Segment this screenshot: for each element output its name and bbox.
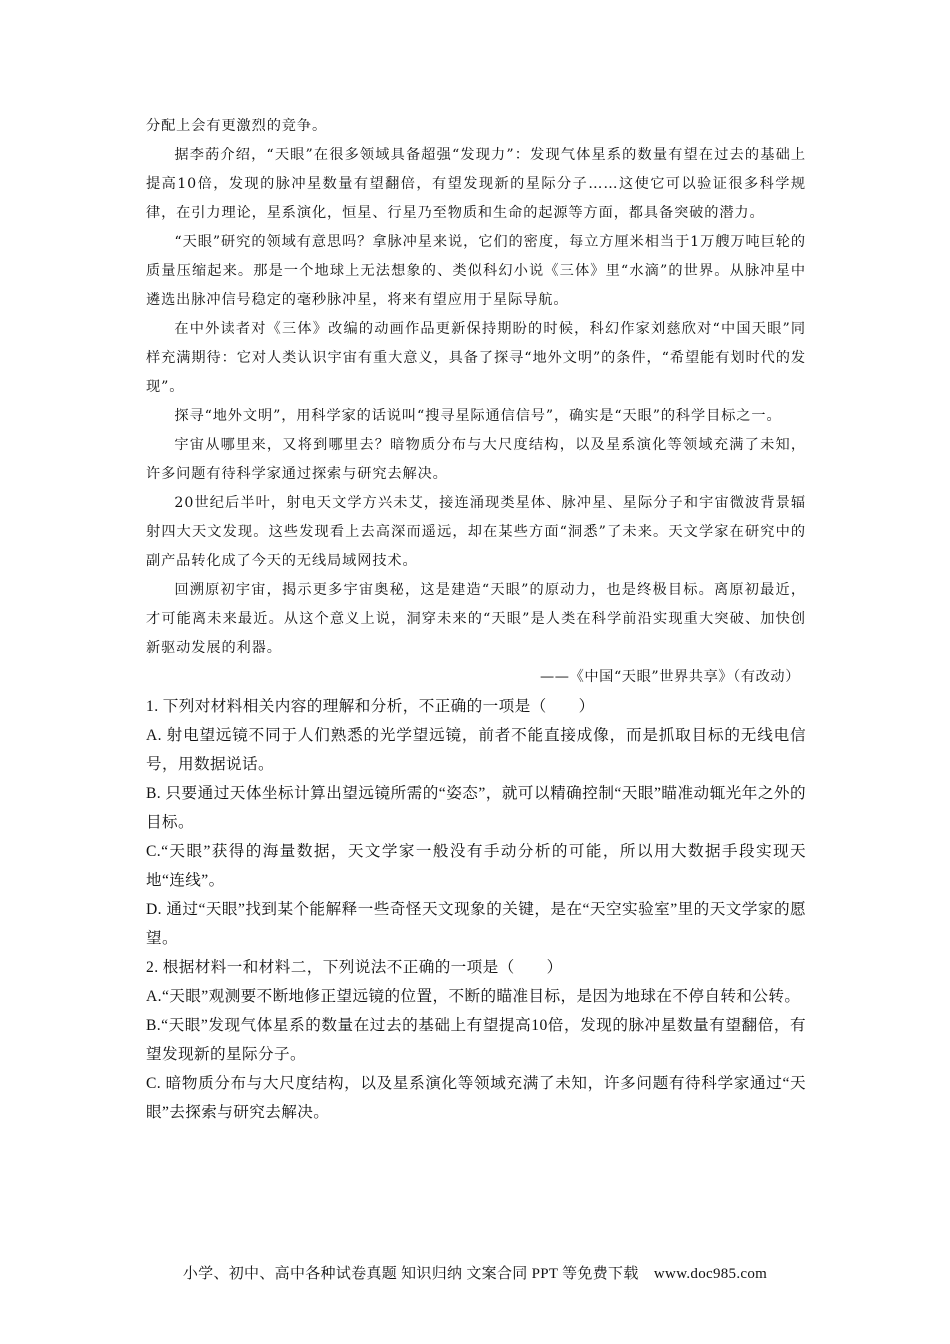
question-1-option-b: B. 只要通过天体坐标计算出望远镜所需的“姿态”，就可以精确控制“天眼”瞄准动辄光年之外的目标。 (146, 785, 806, 831)
page-footer: 小学、初中、高中各种试卷真题 知识归纳 文案合同 PPT 等免费下载 www.doc985.com (182, 1266, 768, 1282)
question-section (146, 692, 806, 1127)
passage-source: ——《中国“天眼”世界共享》（有改动） (540, 669, 800, 685)
passage-paragraph-2: 据李菂介绍，“天眼”在很多领域具备超强“发现力”：发现气体星系的数量有望在过去的基础上提高10倍，发现的脉冲星数量有望翻倍，有望发现新的星际分子……这使它可以验证很多科学规律，在引力理论，星系演化，恒星、行星乃至物质和生命的起源等方面，都具备突破的潜力。 (146, 147, 806, 221)
question-1-stem: 1. 下列对材料相关内容的理解和分析，不正确的一项是（ ） (146, 698, 595, 715)
question-2-option-b: B.“天眼”发现气体星系的数量在过去的基础上有望提高10倍，发现的脉冲星数量有望翻倍，有望发现新的星际分子。 (146, 1017, 806, 1063)
question-2-stem: 2. 根据材料一和材料二，下列说法不正确的一项是（ ） (146, 959, 563, 976)
question-2-option-c: C. 暗物质分布与大尺度结构，以及星系演化等领域充满了未知，许多问题有待科学家通过“天眼”去探索与研究去解决。 (146, 1075, 806, 1121)
question-1-option-c: C.“天眼”获得的海量数据，天文学家一般没有手动分析的可能，所以用大数据手段实现天地“连线”。 (146, 843, 806, 889)
passage-paragraph-7: 20世纪后半叶，射电天文学方兴未艾，接连涌现类星体、脉冲星、星际分子和宇宙微波背景辐射四大天文发现。这些发现看上去高深而遥远，却在某些方面“洞悉”了未来。天文学家在研究中的副产品转化成了今天的无线局域网技术。 (146, 495, 806, 569)
question-1-option-d: D. 通过“天眼”找到某个能解释一些奇怪天文现象的关键，是在“天空实验室”里的天文学家的愿望。 (146, 901, 806, 947)
passage-paragraph-6: 宇宙从哪里来，又将到哪里去？暗物质分布与大尺度结构，以及星系演化等领域充满了未知，许多问题有待科学家通过探索与研究去解决。 (146, 437, 806, 482)
passage-paragraph-8: 回溯原初宇宙，揭示更多宇宙奥秘，这是建造“天眼”的原动力，也是终极目标。离原初最近，才可能离未来最近。从这个意义上说，洞穿未来的“天眼”是人类在科学前沿实现重大突破、加快创新驱动发展的利器。 (146, 582, 806, 656)
passage-paragraph-3: “天眼”研究的领域有意思吗？拿脉冲星来说，它们的密度，每立方厘米相当于1万艘万吨巨轮的质量压缩起来。那是一个地球上无法想象的、类似科幻小说《三体》里“水滴”的世界。从脉冲星中遴选出脉冲信号稳定的毫秒脉冲星，将来有望应用于星际导航。 (146, 234, 806, 308)
passage-paragraph-4: 在中外读者对《三体》改编的动画作品更新保持期盼的时候，科幻作家刘慈欣对“中国天眼”同样充满期待：它对人类认识宇宙有重大意义，具备了探寻“地外文明”的条件，“希望能有划时代的发现”。 (146, 321, 806, 395)
question-1 (146, 692, 806, 953)
question-1-option-a: A. 射电望远镜不同于人们熟悉的光学望远镜，前者不能直接成像，而是抓取目标的无线电信号，用数据说话。 (146, 727, 806, 773)
reading-passage (146, 112, 806, 692)
document-page (146, 112, 806, 1127)
question-2-option-a: A.“天眼”观测要不断地修正望远镜的位置，不断的瞄准目标，是因为地球在不停自转和公转。 (146, 988, 801, 1005)
passage-paragraph-1: 分配上会有更激烈的竞争。 (146, 118, 328, 134)
question-2 (146, 953, 806, 1127)
passage-paragraph-5: 探寻“地外文明”，用科学家的话说叫“搜寻星际通信信号”，确实是“天眼”的科学目标之一。 (174, 408, 782, 424)
